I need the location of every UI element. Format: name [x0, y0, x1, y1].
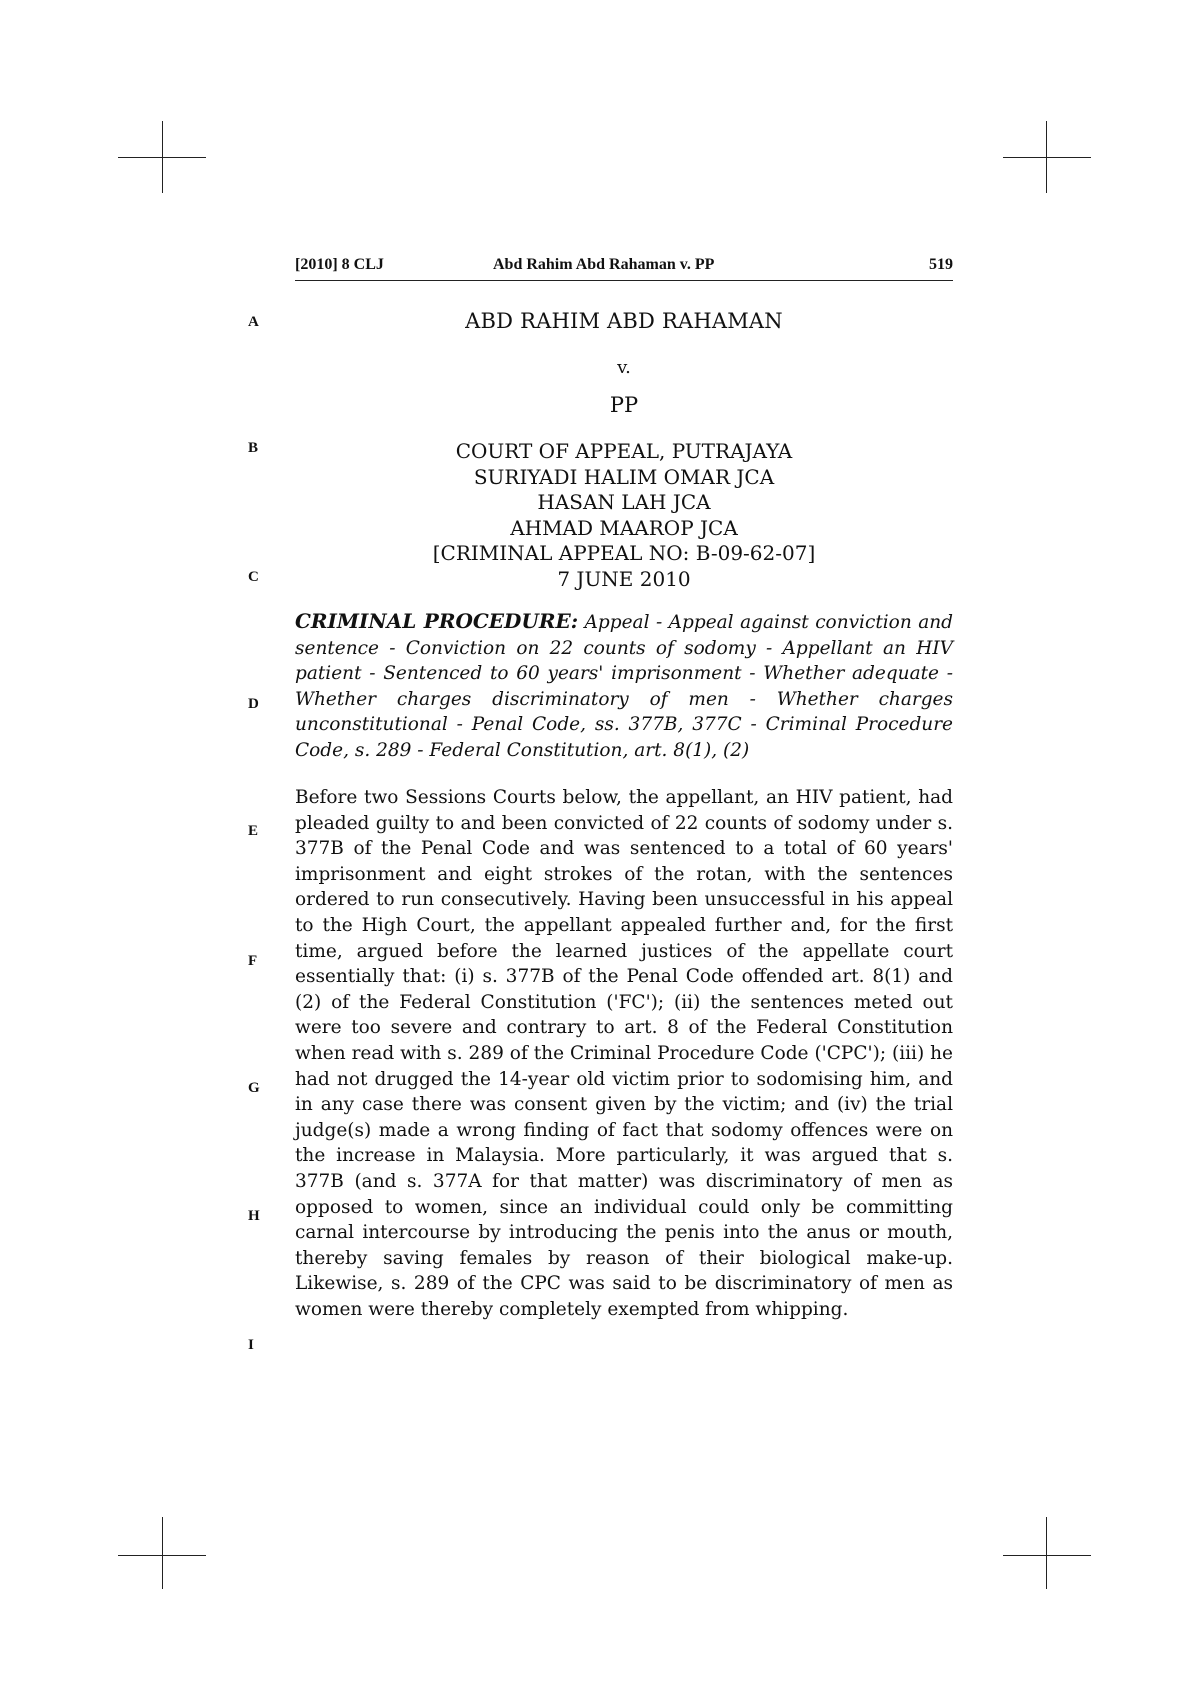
margin-letter-i: I — [248, 1337, 254, 1353]
header-running-title: Abd Rahim Abd Rahaman v. PP — [493, 256, 715, 273]
margin-letter-g: G — [248, 1080, 260, 1096]
crop-mark-bottom-right-vertical — [1046, 1517, 1047, 1589]
judge-3: AHMAD MAAROP JCA — [510, 515, 738, 540]
margin-letter-d: D — [248, 696, 259, 712]
court-details — [295, 439, 953, 592]
header-page-number: 519 — [929, 256, 953, 273]
margin-letter-e: E — [248, 823, 259, 839]
margin-letter-h: H — [248, 1208, 260, 1224]
crop-mark-bottom-left-vertical — [162, 1517, 163, 1589]
header-citation: [2010] 8 CLJ — [295, 256, 384, 273]
headnote-paragraph: Before two Sessions Courts below, the appellant, an HIV patient, had pleaded guilty to and been convicted of 22 counts of sodomy under s. 377B of the Penal Code and was sentenced to a total of 60 years' imprisonment and eight strokes of the rotan, with the sentences ordered to run consecutively. Having been unsuccessful in his appeal to the High Court, the appellant appealed further and, for the first time, argued before the learned justices of the appellate court essentially that: (i) s. 377B of the Penal Code offended art. 8(1) and (2) of the Federal Constitution ('FC'); (ii) the sentences meted out were too severe and contrary to art. 8 of the Federal Constitution when read with s. 289 of the Criminal Procedure Code ('CPC'); (iii) he had not drugged the 14-year old victim prior to sodomising him, and in any case there was consent given by the victim; and (iv) the trial judge(s) made a wrong finding of fact that sodomy offences were on the increase in Malaysia. More particularly, it was argued that s. 377B (and s. 377A for that matter) was discriminatory of men as opposed to women, since an individual could only be committing carnal intercourse by introducing the penis into the anus or mouth, thereby saving females by reason of their biological make-up. Likewise, s. 289 of the CPC was said to be discriminatory of men as women were thereby completely exempted from whipping. — [295, 787, 953, 1320]
margin-letter-f: F — [248, 953, 258, 969]
running-header — [295, 256, 953, 281]
judge-2: HASAN LAH JCA — [537, 490, 711, 514]
court-name: COURT OF APPEAL, PUTRAJAYA — [455, 439, 793, 463]
margin-letter-b: B — [248, 440, 259, 456]
crop-mark-top-right-vertical — [1046, 121, 1047, 193]
catchwords-paragraph — [295, 609, 953, 764]
catchwords-label: CRIMINAL PROCEDURE: — [295, 609, 579, 633]
catchwords-text: Appeal - Appeal against conviction and sentence - Conviction on 22 counts of sodomy - Appellant an HIV patient - Sentenced to 60 years' imprisonment - Whether adequate - Whether charges discriminatory of men - Whether charges unconstitutional - Penal Code, ss. 377B, 377C - Criminal Procedure Code, s. 289 - Federal Constitution, art. 8(1), (2) — [295, 612, 953, 761]
appeal-number: [CRIMINAL APPEAL NO: B-09-62-07] — [432, 541, 816, 565]
margin-letter-a: A — [248, 314, 259, 330]
crop-mark-top-left-vertical — [162, 121, 163, 193]
judgment-date: 7 JUNE 2010 — [557, 566, 691, 591]
case-appellant-name: ABD RAHIM ABD RAHAMAN — [465, 309, 783, 333]
case-respondent-name: PP — [609, 393, 639, 417]
margin-letter-c: C — [248, 569, 259, 585]
case-versus: v. — [617, 357, 631, 378]
judge-1: SURIYADI HALIM OMAR JCA — [473, 464, 775, 489]
